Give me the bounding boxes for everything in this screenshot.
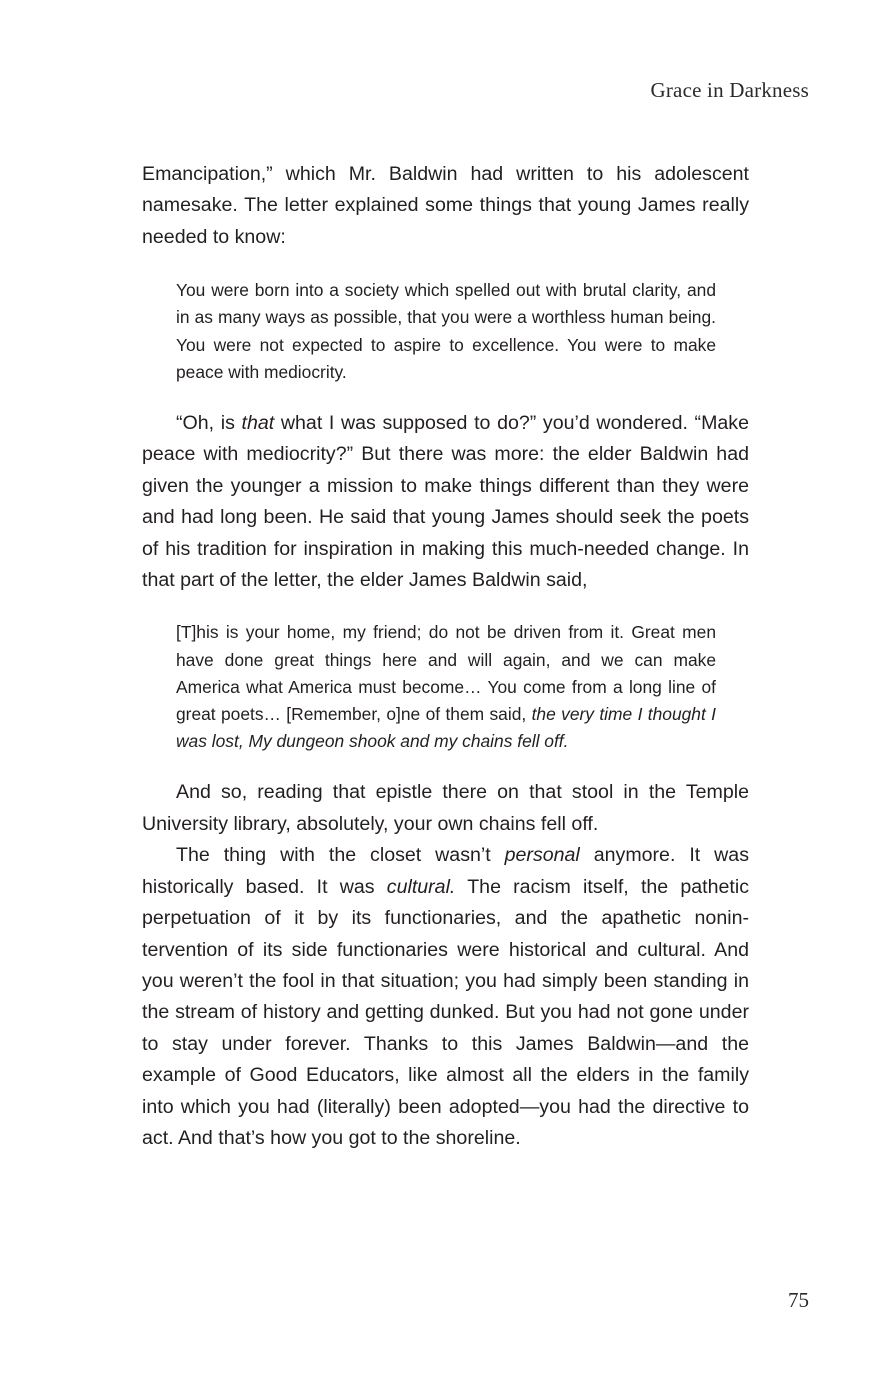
paragraph-text-part3: The racism itself, the pathetic perpetuation of it by its functionaries, and the apathetic nonintervention of its side functionaries were historical and cultural. And you weren’t the fool in that situation; you had simply been standing in the stream of history and getting dunked. But you had not gone under to stay under forever. Thanks to this James Baldwin—and the example of Good Educators, like almost all the elders in the family into which you had (literally) been adopted—you had the directive to act. And that’s how you got to the shoreline. [142,875,749,1149]
block-quote [142,277,749,386]
page-number: 75 [788,1288,809,1312]
emphasis: that [241,412,275,435]
quote-text [176,619,716,755]
quote-text-span: You were born into a society which spelled out with brutal clarity, and in as many ways as possible, that you were a worthless human being. You were not expected to aspire to excellence. You were to make peace with mediocrity. [176,280,716,382]
paragraph [142,159,749,253]
paragraph-text: Emancipation,” which Mr. Baldwin had written to his adolescent namesake. The letter explained some things that young James really needed to know: [142,163,749,248]
paragraph-text-part2: anymore. It was historically based. It was [142,844,749,898]
quote-emphasis: the very time I thought I was lost, My dungeon shook and my chains fell off. [176,704,716,752]
paragraph [142,777,749,840]
paragraph-text: And so, reading that epistle there on that stool in the Temple University library, absolutely, your own chains fell off. [142,781,749,835]
block-quote [142,619,749,755]
emphasis: cultural. [386,875,456,898]
paragraph-text-part1: The thing with the closet wasn’t [176,844,505,867]
paragraph-text-post: what I was supposed to do?” you’d wondered. “Make peace with mediocrity?” But there was more: the elder Baldwin had given the younger a mission to make things different than they were and had long been. He said that young James should seek the poets of his tradition for inspiration in making this much-needed change. In that part of the letter, the elder James Baldwin said, [142,412,749,592]
emphasis: personal [504,844,580,867]
paragraph [142,408,749,596]
quote-text [176,277,716,386]
paragraph-text-pre: “Oh, is [176,412,242,435]
quote-text-pre: [T]his is your home, my friend; do not be driven from it. Great men have done great things here and will again, and we can make America what America must become… You come from a long line of great poets… [Remember, o]ne of them said, [176,622,716,725]
body-text [142,159,749,1154]
paragraph [142,840,749,1154]
running-head: Grace in Darkness [650,78,809,102]
